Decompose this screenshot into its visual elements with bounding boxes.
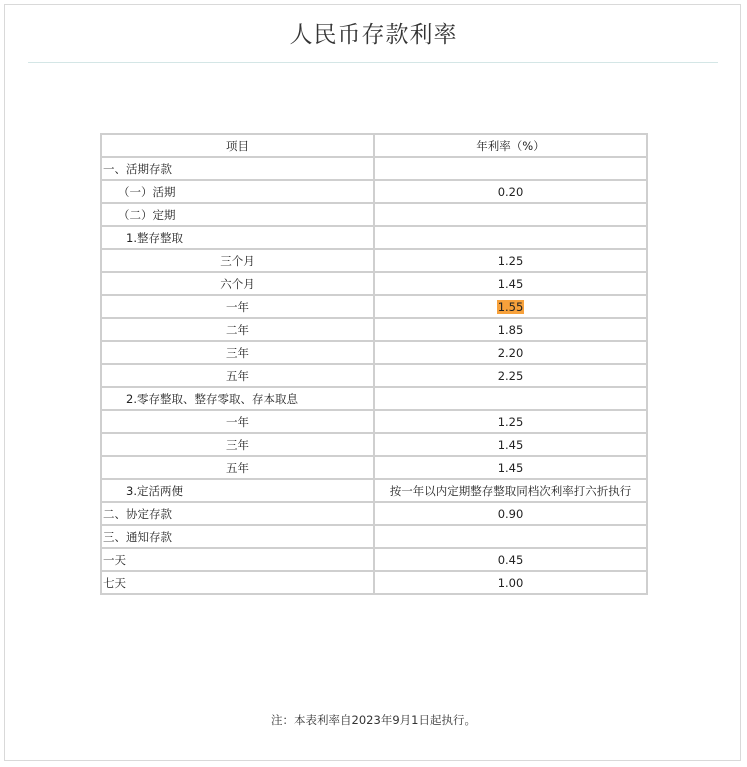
row-item: （二）定期	[101, 203, 374, 226]
table-row	[101, 410, 647, 433]
row-item: 三个月	[101, 249, 374, 272]
table-row	[101, 525, 647, 548]
row-item: 三、通知存款	[101, 525, 374, 548]
table-header-row	[101, 134, 647, 157]
row-rate	[374, 157, 647, 180]
table-row	[101, 571, 647, 594]
row-item: 一年	[101, 410, 374, 433]
header-item: 项目	[101, 134, 374, 157]
table-row	[101, 249, 647, 272]
row-rate	[374, 226, 647, 249]
row-rate: 按一年以内定期整存整取同档次利率打六折执行	[374, 479, 647, 502]
row-item: 二年	[101, 318, 374, 341]
page-title: 人民币存款利率	[289, 22, 458, 48]
table-row	[101, 341, 647, 364]
row-rate	[374, 525, 647, 548]
table-row	[101, 433, 647, 456]
table-row	[101, 318, 647, 341]
table-row	[101, 157, 647, 180]
row-item: 二、协定存款	[101, 502, 374, 525]
row-item: （一）活期	[101, 180, 374, 203]
table-row	[101, 180, 647, 203]
row-item: 五年	[101, 456, 374, 479]
row-rate: 1.45	[374, 456, 647, 479]
row-rate	[374, 203, 647, 226]
row-item: 一天	[101, 548, 374, 571]
row-rate: 1.25	[374, 249, 647, 272]
deposit-rate-table	[100, 133, 648, 595]
row-rate: 2.25	[374, 364, 647, 387]
table-row	[101, 364, 647, 387]
row-item: 六个月	[101, 272, 374, 295]
title-divider	[28, 62, 718, 63]
table-row	[101, 272, 647, 295]
table-row	[101, 203, 647, 226]
table-row	[101, 456, 647, 479]
row-rate	[374, 295, 647, 318]
header-rate: 年利率（%）	[374, 134, 647, 157]
footnote: 注：本表利率自2023年9月1日起执行。	[271, 713, 476, 727]
table-row	[101, 479, 647, 502]
row-item: 五年	[101, 364, 374, 387]
row-rate: 1.45	[374, 433, 647, 456]
row-item: 一、活期存款	[101, 157, 374, 180]
highlighted-rate: 1.55	[497, 299, 524, 314]
row-rate: 1.00	[374, 571, 647, 594]
row-rate: 2.20	[374, 341, 647, 364]
table-row	[101, 502, 647, 525]
row-item: 七天	[101, 571, 374, 594]
row-item: 三年	[101, 433, 374, 456]
row-rate: 0.20	[374, 180, 647, 203]
row-item: 一年	[101, 295, 374, 318]
row-rate: 1.25	[374, 410, 647, 433]
table-row	[101, 295, 647, 318]
row-rate: 1.45	[374, 272, 647, 295]
table-row	[101, 548, 647, 571]
row-rate: 1.85	[374, 318, 647, 341]
row-item: 1.整存整取	[101, 226, 374, 249]
table-row	[101, 387, 647, 410]
row-item: 三年	[101, 341, 374, 364]
table-row	[101, 226, 647, 249]
row-item: 2.零存整取、整存零取、存本取息	[101, 387, 374, 410]
row-item: 3.定活两便	[101, 479, 374, 502]
row-rate: 0.90	[374, 502, 647, 525]
row-rate	[374, 387, 647, 410]
row-rate: 0.45	[374, 548, 647, 571]
